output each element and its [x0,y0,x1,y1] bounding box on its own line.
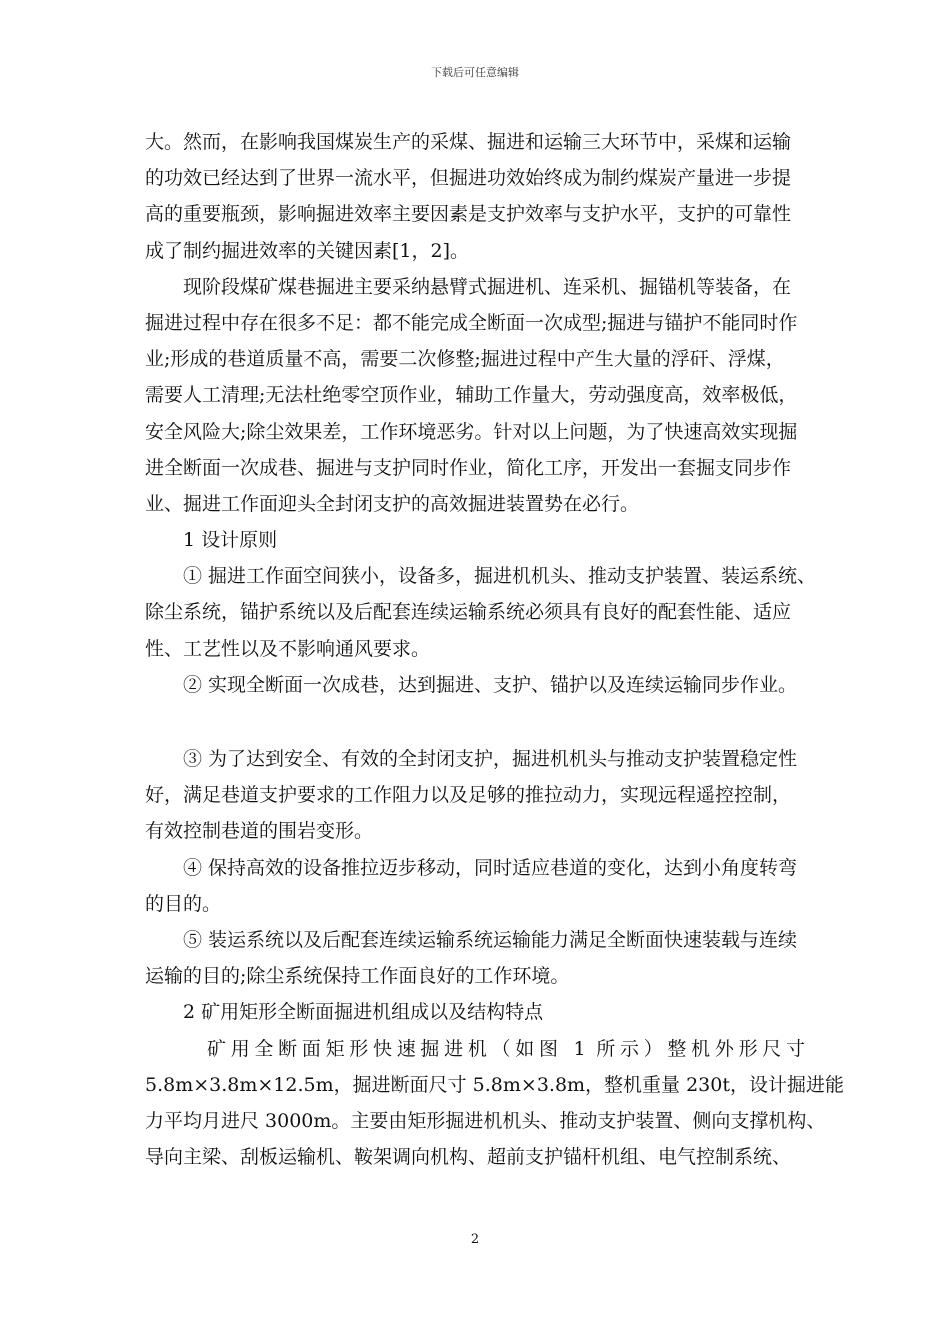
text-line: 5.8m×3.8m×12.5m，掘进断面尺寸 5.8m×3.8m，整机重量 230t，设计掘进能 [145,1073,844,1096]
text-line: 力平均月进尺 3000m。主要由矩形掘进机机头、推动支护装置、侧向支撑机构、 [145,1109,826,1132]
text-line: 进全断面一次成巷、掘进与支护同时作业，简化工序，开发出一套掘支同步作 [145,456,792,479]
text-line: 高的重要瓶颈，影响掘进效率主要因素是支护效率与支护水平，支护的可靠性 [145,203,792,226]
blank-line [145,703,805,741]
document-body [145,124,844,1175]
text-line: 矿用全断面矩形快速掘进机（如图 1 所示）整机外形尺寸 [207,1037,805,1060]
text-line: 成了制约掘进效率的关键因素[1，2]。 [145,239,470,262]
text-line: 的目的。 [145,892,222,915]
text-line: 大。然而，在影响我国煤炭生产的采煤、掘进和运输三大环节中，采煤和运输 [145,131,792,153]
page-header-note: 下载后可任意编辑 [431,66,519,79]
text-line: 现阶段煤矿煤巷掘进主要采纳悬臂式掘进机、连采机、掘锚机等装备，在 [183,275,792,298]
page-number: 2 [470,1232,480,1247]
text-line: 需要人工清理;无法杜绝零空顶作业，辅助工作量大，劳动强度高，效率极低， [145,384,798,407]
text-line: ② 实现全断面一次成巷，达到掘进、支护、锚护以及连续运输同步作业。 [183,673,798,696]
text-line: 业;形成的巷道质量不高，需要二次修整;掘进过程中产生大量的浮矸、浮煤， [145,348,785,371]
text-line: 业、掘进工作面迎头全封闭支护的高效掘进装置势在必行。 [145,492,640,515]
text-line: 的功效已经达到了世界一流水平，但掘进功效始终成为制约煤炭产量进一步提 [145,167,792,190]
text-line: 性、工艺性以及不影响通风要求。 [145,637,431,660]
text-line: ⑤ 装运系统以及后配套连续运输系统运输能力满足全断面快速装载与连续 [183,928,798,951]
text-line: 好，满足巷道支护要求的工作阻力以及足够的推拉动力，实现远程遥控控制， [145,784,792,807]
section-heading: 2 矿用矩形全断面掘进机组成以及结构特点 [183,1001,544,1024]
text-line: 掘进过程中存在很多不足：都不能完成全断面一次成型;掘进与锚护不能同时作 [145,311,798,334]
text-line: ① 掘进工作面空间狭小，设备多，掘进机机头、推动支护装置、装运系统、 [183,565,817,588]
text-line: 有效控制巷道的围岩变形。 [145,820,374,843]
text-line: 运输的目的;除尘系统保持工作面良好的工作环境。 [145,965,570,988]
section-heading: 1 设计原则 [183,529,278,552]
text-line: ③ 为了达到安全、有效的全封闭支护，掘进机机头与推动支护装置稳定性 [183,748,798,770]
text-line: 除尘系统，锚护系统以及后配套连续运输系统必须具有良好的配套性能、适应 [145,601,792,624]
text-line: ④ 保持高效的设备推拉迈步移动，同时适应巷道的变化，达到小角度转弯 [183,856,798,879]
text-line: 导向主梁、刮板运输机、鞍架调向机构、超前支护锚杆机组、电气控制系统、 [145,1146,792,1169]
text-line: 安全风险大;除尘效果差，工作环境恶劣。针对以上问题，为了快速高效实现掘 [145,420,798,443]
